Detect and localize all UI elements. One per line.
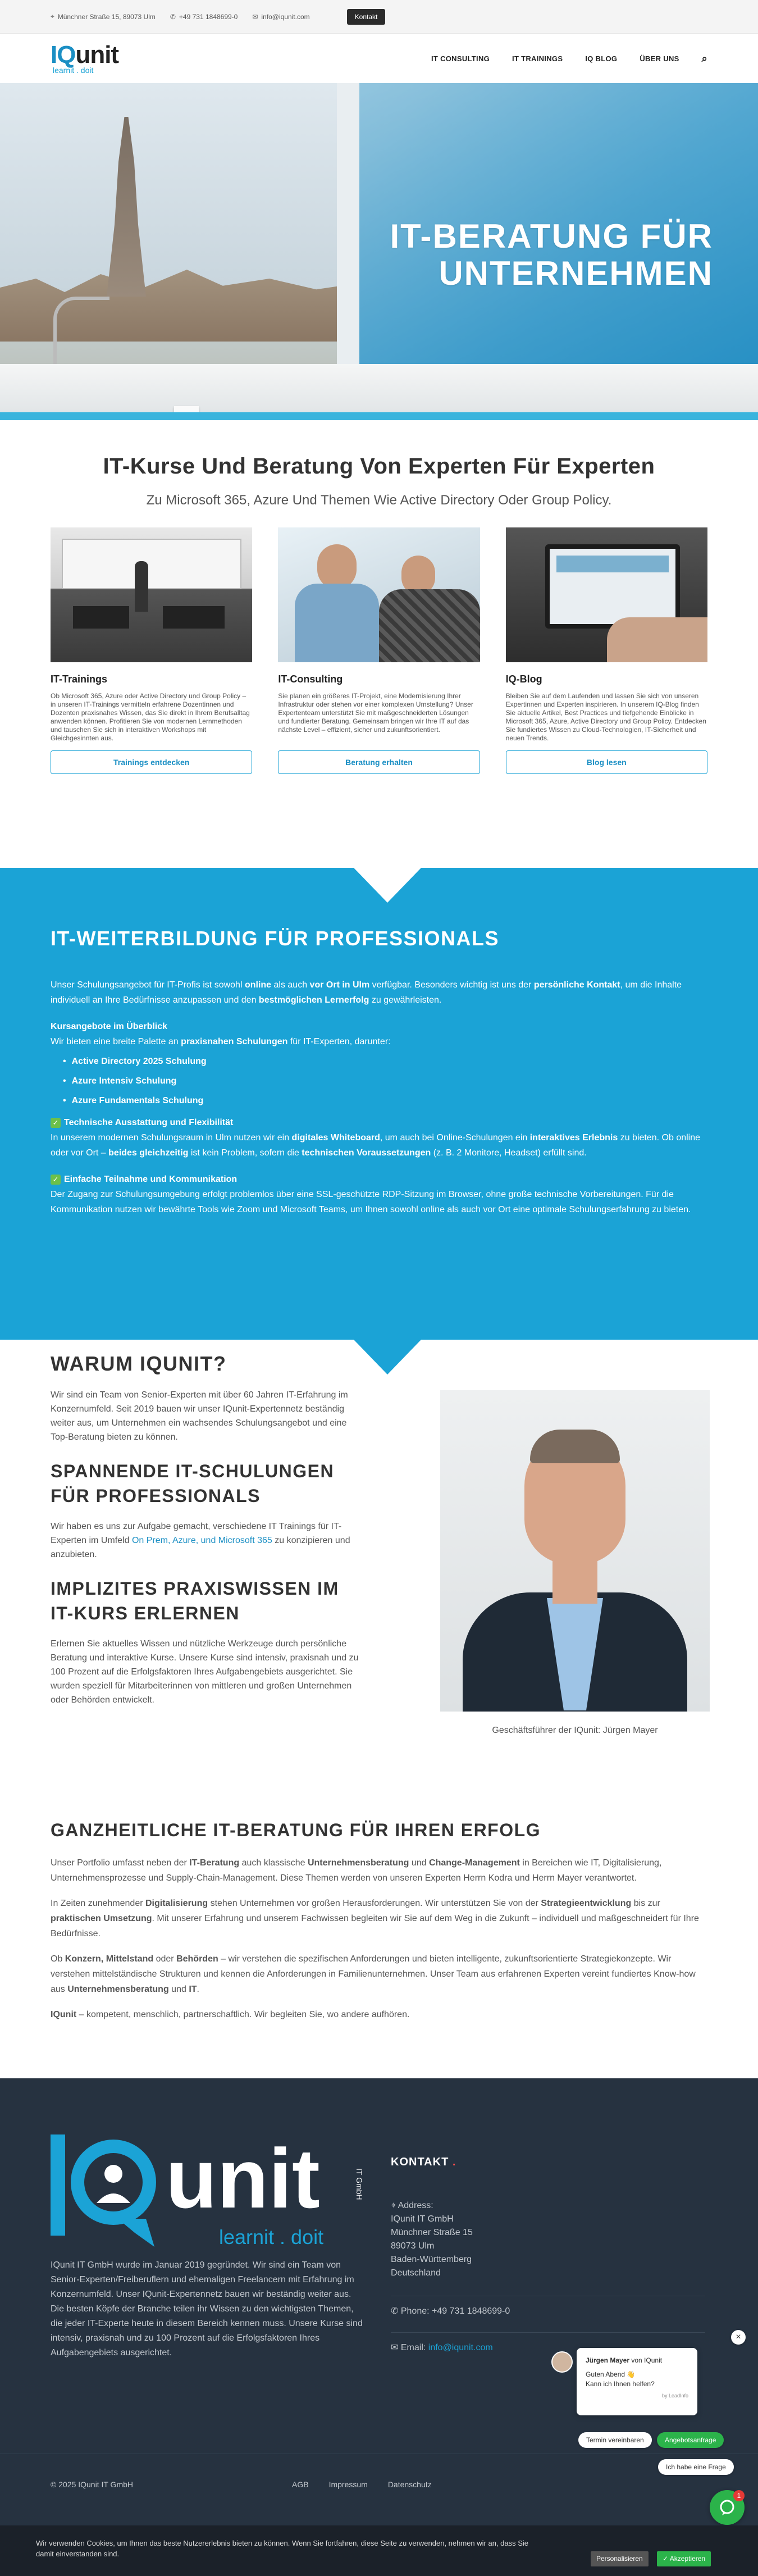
portrait-caption: Geschäftsführer der IQunit: Jürgen Mayer (492, 1726, 658, 1735)
kontakt-email: ✉ Email: info@iqunit.com (391, 2332, 705, 2353)
email-link[interactable]: info@iqunit.com (428, 2343, 493, 2352)
chat-badge: 1 (733, 2490, 745, 2501)
intro-subtitle: Zu Microsoft 365, Azure Und Themen Wie Active Directory Oder Group Policy. (146, 493, 612, 508)
chat-powered: by LeadInfo (661, 2393, 688, 2398)
weiterbildung-section (0, 868, 758, 1340)
holistic-title: GANZHEITLICHE IT-BERATUNG FÜR IHREN ERFOLG (51, 1820, 541, 1840)
logo-iq: IQ (51, 41, 76, 69)
schulungen-title: SPANNENDE IT-SCHULUNGEN FÜR PROFESSIONALS (51, 1461, 335, 1506)
top-bar (0, 0, 758, 34)
user-icon (104, 2165, 122, 2183)
map-pin-icon: ⌖ (391, 2201, 398, 2210)
checkmark-icon: ✓ (51, 1175, 61, 1185)
blog-lesen-button[interactable]: Blog lesen (506, 750, 707, 774)
chat-launcher-button[interactable] (710, 2490, 745, 2525)
kontakt-button[interactable]: Kontakt (347, 9, 386, 25)
angebot-button[interactable]: Angebotsanfrage (657, 2432, 724, 2448)
praxiswissen-title: IMPLIZITES PRAXISWISSEN IM IT-KURS ERLERNEN (51, 1578, 339, 1623)
logo-q-tail (118, 2219, 154, 2247)
kontakt-title: KONTAKT . (391, 2156, 456, 2168)
footer-logo-mark (51, 2134, 365, 2252)
chat-close-icon[interactable]: × (731, 2330, 746, 2345)
cookie-text: Wir verwenden Cookies, um Ihnen das beste Nutzererlebnis bieten zu können. Wenn Sie fortfahren, diese Seite zu verwenden, nehmen wir an, dass Sie damit einverstanden sind. (36, 2539, 529, 2558)
card-text: Ob Microsoft 365, Azure oder Active Directory und Group Policy – in unseren IT-Trainings vermitteln erfahrene Dozentinnen und Dozenten praxisnahes Wissen, das Sie direkt in Ihrem Berufsalltag anwenden können. Profitieren Sie von modernen Lernmethoden und tauschen Sie sich in interaktiven Workshops mit Gleichgesinnten aus. (51, 692, 250, 742)
course-item[interactable]: • Azure Intensiv Schulung (73, 1073, 707, 1089)
why-section (51, 1351, 365, 1722)
copyright: © 2025 IQunit IT GmbH (51, 2480, 134, 2489)
nav-it-trainings[interactable]: IT TRAININGS (512, 54, 563, 63)
nav-it-consulting[interactable]: IT CONSULTING (431, 54, 490, 63)
chat-greeting: Guten Abend 👋 (586, 2370, 636, 2378)
card-text: Sie planen ein größeres IT-Projekt, eine Modernisierung Ihrer Infrastruktur oder stehen vor einer komplexen Umstellung? Unser Expertenteam unterstützt Sie mit maßgeschneiderten Lösungen und fundierter Beratung. Gemeinsam bringen wir Ihre IT auf das nächste Level – effizient, sicher und zukunftsorientiert. (278, 692, 473, 734)
blog-image (506, 527, 707, 662)
service-cards (0, 508, 758, 774)
chat-question: Kann ich Ihnen helfen? (586, 2380, 655, 2388)
weiterbildung-intro: Unser Schulungsangebot für IT-Profis ist sowohl online als auch vor Ort in Ulm verfügbar. Besonders wichtig ist uns der persönliche Kontakt, um die Inhalte individuell an Ihre Bedürfnisse anzupassen und den bestmöglichen Lernerfolg zu gewährleisten. (51, 980, 682, 1005)
chat-avatar (551, 2351, 573, 2373)
course-item[interactable]: • Active Directory 2025 Schulung (73, 1054, 707, 1069)
footer-logo[interactable] (51, 2134, 365, 2252)
holistic-p4: IQunit – kompetent, menschlich, partnerschaftlich. Wir begleiten Sie, wo andere aufhören. (51, 2010, 410, 2019)
card-iq-blog (506, 527, 707, 774)
phone-info[interactable]: ✆ +49 731 1848699-0 (170, 12, 238, 21)
training-room-image (51, 527, 252, 662)
on-prem-link[interactable]: On Prem, Azure, und Microsoft 365 (131, 1536, 272, 1545)
logo-learnit-text: learnit . doit (219, 2225, 324, 2249)
termin-button[interactable]: Termin vereinbaren (578, 2432, 652, 2448)
phone-icon: ✆ (391, 2306, 401, 2316)
footer-bottom-bar (0, 2454, 758, 2525)
email-info[interactable]: ✉ info@iqunit.com (252, 12, 310, 21)
trainings-entdecken-button[interactable]: Trainings entdecken (51, 750, 252, 774)
chat-agent-name: Jürgen Mayer (586, 2356, 630, 2364)
mail-icon: ✉ (391, 2343, 401, 2352)
main-nav (431, 53, 707, 65)
footer-about: IQunit IT GmbH wurde im Januar 2019 gegründet. Wir sind ein Team von Senior-Experten/Freiberuflern und ehemaligen Freelancern mit Erfahrung im Konzernumfeld. Unser IQunit-Expertennetz bauen wir beständig weiter aus. Die besten Köpfe der Branche teilen ihr Wissen zu den wichtigsten Themen, die jeder IT-Experte heute in diesem Bereich kennen muss. Unsere Kurse sind intensiv, praxisnah und zu 100 Prozent auf die Erfolgsfaktoren Ihres Aufgabengebiets ausgerichtet. (51, 2260, 363, 2357)
nav-ueber-uns[interactable]: ÜBER UNS (640, 54, 679, 63)
card-title: IT-Trainings (51, 673, 108, 685)
legal-links (292, 2480, 432, 2489)
logo-unit: unit (75, 41, 119, 69)
hero-title: IT-BERATUNG FÜR UNTERNEHMEN (390, 217, 713, 292)
course-item[interactable]: • Azure Fundamentals Schulung (73, 1093, 707, 1108)
map-pin-icon: ⌖ (51, 12, 54, 20)
logo-gmbh-text: IT GmbH (355, 2168, 364, 2200)
section-notch (354, 868, 421, 903)
footer-kontakt (391, 2156, 705, 2353)
card-it-consulting (278, 527, 480, 774)
agb-link[interactable]: AGB (292, 2480, 309, 2489)
search-icon[interactable]: ⌕ (701, 52, 707, 64)
impressum-link[interactable]: Impressum (328, 2480, 368, 2489)
logo[interactable] (51, 43, 118, 74)
card-text: Bleiben Sie auf dem Laufenden und lassen Sie sich von unseren Expertinnen und Experten inspirieren. In unserem IQ-Blog finden Sie aktuelle Artikel, Best Practices und tiefgehende Einblicke in Microsoft 365, Azure, Active Directory und Group Policy. Entdecken Sie fundiertes Wissen zu Cloud-Technologien, IT-Sicherheit und neuen Trends. (505, 692, 706, 742)
consulting-image (278, 527, 480, 662)
weiterbildung-content (51, 977, 707, 1228)
personalize-button[interactable]: Personalisieren (591, 2551, 649, 2566)
why-text: Wir sind ein Team von Senior-Experten mit über 60 Jahren IT-Erfahrung im Konzernumfeld. Seit 2019 bauen wir unser IQunit-Expertennetz beständig weiter aus, um Unternehmen ein wachsendes Schulungsangebot und eine Top-Beratung bieten zu können. (51, 1390, 348, 1442)
ceo-portrait (440, 1390, 710, 1712)
kurs-paragraph: Kursangebote im Überblick Wir bieten eine breite Palette an praxisnahen Schulungen für IT-Experten, darunter: (51, 1022, 391, 1046)
kontakt-phone[interactable]: ✆ Phone: +49 731 1848699-0 (391, 2296, 705, 2316)
card-it-trainings (51, 527, 252, 774)
intro-section (0, 420, 758, 508)
weiterbildung-title: IT-WEITERBILDUNG FÜR PROFESSIONALS (51, 927, 500, 950)
course-list (73, 1054, 707, 1108)
chat-bubble-icon (719, 2499, 736, 2516)
datenschutz-link[interactable]: Datenschutz (387, 2480, 432, 2489)
phone-icon: ✆ (170, 12, 176, 21)
logo-unit-text: unit (166, 2134, 320, 2225)
checkmark-icon: ✓ (51, 1118, 61, 1128)
praxiswissen-text: Erlernen Sie aktuelles Wissen und nützliche Werkzeuge durch persönliche Beratung und interaktive Kurse. Unsere Kurse sind intensiv, praxisnah und zu 100 Prozent auf die Erfolgsfaktoren Ihres Aufgabengebiets ausgerichtet. Sie wurden speziell für Mitarbeiterinnen von mittleren und großen Unternehmen oder Behörden entwickelt. (51, 1639, 359, 1705)
accept-button[interactable]: ✓ Akzeptieren (657, 2551, 711, 2566)
beratung-erhalten-button[interactable]: Beratung erhalten (278, 750, 480, 774)
card-title: IQ-Blog (505, 673, 542, 685)
nav-iq-blog[interactable]: IQ BLOG (585, 54, 618, 63)
address-info: ⌖ Münchner Straße 15, 89073 Ulm (51, 12, 156, 21)
hero-desk (0, 364, 758, 420)
frage-button[interactable]: Ich habe eine Frage (658, 2459, 734, 2475)
holistic-p1: Unser Portfolio umfasst neben der IT-Beratung auch klassische Unternehmensberatung und Change-Management in Bereichen wie IT, Digitalisierung, Unternehmensprozesse und Supply-Chain-Management. Diese Themen werden von unseren Experten Herrn Kodra und Herrn Mayer verantwortet. (51, 1858, 662, 1883)
holistic-p2: In Zeiten zunehmender Digitalisierung stehen Unternehmen vor großen Herausforderungen. Wir unterstützen Sie von der Strategieentwicklung bis zur praktischen Umsetzung. Mit unserer Erfahrung und unserem Fachwissen begleiten wir Sie auf dem Weg in die Zukunft – individuell und maßgeschneidert für Ihre Bedürfnisse. (51, 1899, 699, 1938)
cookie-banner (0, 2525, 758, 2576)
hero-banner (0, 83, 758, 420)
holistic-p3: Ob Konzern, Mittelstand oder Behörden – wir verstehen die spezifischen Anforderungen und bieten intelligente, zukunftsorientierte Strategiekonzepte. Wir verstehen mittelständische Strukturen und kennen die Anforderungen in Familienunternehmen. Unser Team aus erfahrenen Experten vereint fundiertes Know-how aus Unternehmensberatung und IT. (51, 1954, 696, 1994)
logo-i-bar (51, 2134, 65, 2236)
chat-message-card[interactable]: Jürgen Mayer von IQunit Guten Abend 👋 Kann ich Ihnen helfen? by LeadInfo (577, 2348, 697, 2415)
site-header (0, 34, 758, 83)
intro-title: IT-Kurse Und Beratung Von Experten Für Experten (103, 454, 655, 479)
holistic-section (51, 1820, 707, 2022)
easy-paragraph: ✓ Einfache Teilnahme und Kommunikation Der Zugang zur Schulungsumgebung erfolgt problemlos über eine SSL-geschützte RDP-Sitzung im Browser, ohne große technische Vorbereitungen. Für die Kommunikation nutzen wir bewährte Tools wie Zoom und Microsoft Teams, um Ihnen sowohl online als auch vor Ort eine optimale Schulungserfahrung zu bieten. (51, 1175, 691, 1214)
mail-icon: ✉ (252, 12, 258, 21)
schulungen-text: Wir haben es uns zur Aufgabe gemacht, verschiedene IT Trainings für IT-Experten im Umfeld On Prem, Azure, und Microsoft 365 zu konzipieren und anzubieten. (51, 1522, 350, 1559)
logo-tagline: learnit . doit (53, 66, 94, 75)
why-title: WARUM IQUNIT? (51, 1352, 227, 1375)
card-title: IT-Consulting (278, 673, 343, 685)
hero-stripe (0, 412, 758, 420)
hero-lamp (53, 297, 109, 370)
tech-paragraph: ✓ Technische Ausstattung und Flexibilität In unserem modernen Schulungsraum in Ulm nutzen wir ein digitales Whiteboard, um auch bei Online-Schulungen ein interaktives Erlebnis zu bieten. Ob online oder vor Ort – beides gleichzeitig ist kein Problem, sofern die technischen Voraussetzungen (z. B. 2 Monitore, Headset) erfüllt sind. (51, 1118, 701, 1158)
kontakt-address: ⌖ Address: IQunit IT GmbH Münchner Straße 15 89073 Ulm Baden-Württemberg Deutschland (391, 2201, 473, 2278)
